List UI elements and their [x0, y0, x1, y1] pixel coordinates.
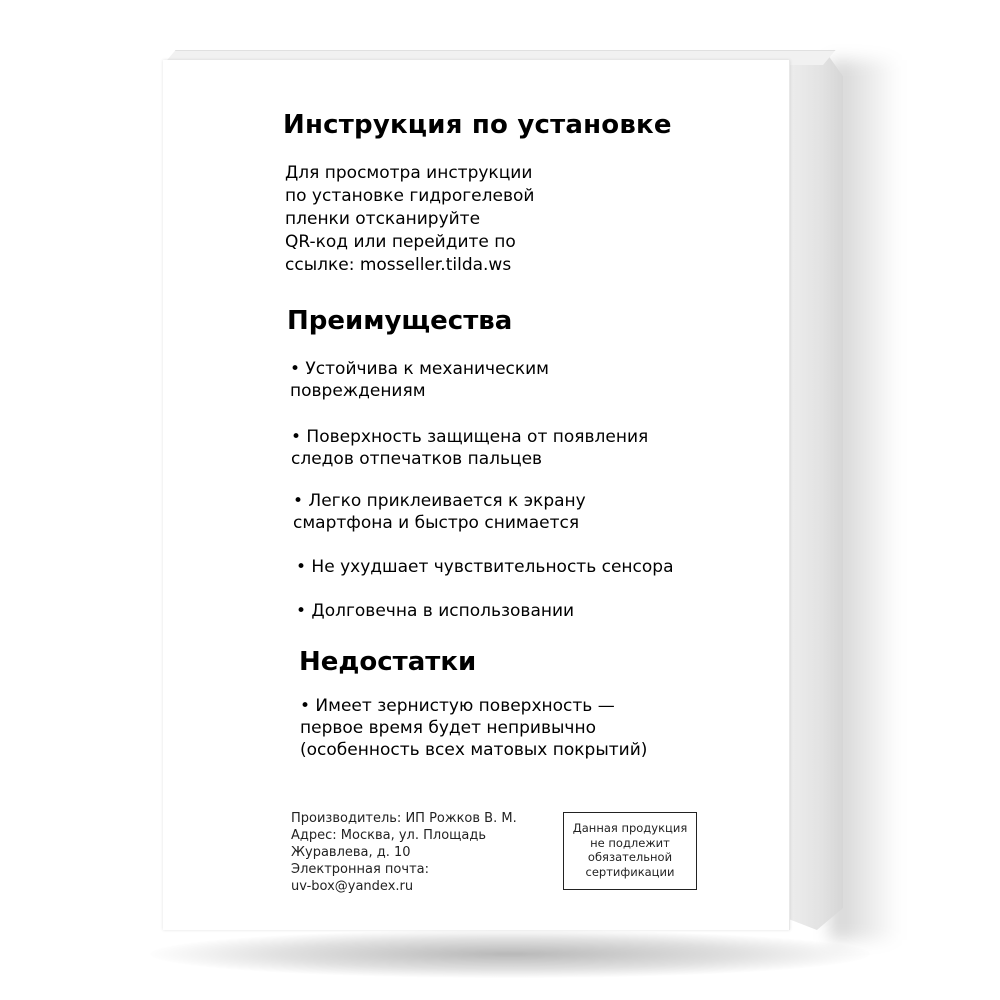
- install-title: Инструкция по установке: [283, 110, 672, 140]
- manufacturer-line: Электронная почта:: [291, 862, 429, 877]
- box-side-face: [785, 50, 843, 930]
- disadvantage-line: (особенность всех матовых покрытий): [300, 740, 648, 760]
- manufacturer-line: Журавлева, д. 10: [291, 845, 411, 860]
- advantage-item: [291, 426, 648, 470]
- disadvantage-line: первое время будет непривычно: [300, 718, 596, 738]
- advantage-item: [290, 358, 549, 402]
- install-line: ссылке: mosseller.tilda.ws: [285, 255, 512, 275]
- advantage-line: • Легко приклеивается к экрану: [293, 491, 586, 511]
- advantage-line: • Поверхность защищена от появления: [291, 427, 649, 447]
- certification-line: обязательной: [587, 850, 673, 864]
- install-line: по установке гидрогелевой: [285, 186, 535, 206]
- box-front-face: [163, 60, 790, 930]
- install-line: QR-код или перейдите по: [285, 232, 516, 252]
- install-line: пленки отсканируйте: [285, 209, 481, 229]
- disadvantage-line: • Имеет зернистую поверхность —: [300, 696, 615, 716]
- advantages-title: Преимущества: [287, 306, 513, 336]
- install-instructions: [285, 162, 534, 277]
- ground-shadow: [150, 930, 870, 978]
- disadvantages-title: Недостатки: [299, 647, 477, 677]
- manufacturer-line: uv-box@yandex.ru: [291, 879, 414, 894]
- install-line: Для просмотра инструкции: [285, 163, 533, 183]
- advantage-item: [296, 600, 574, 622]
- disadvantage-item: [300, 695, 647, 761]
- advantage-item: [296, 556, 674, 578]
- advantage-line: • Устойчива к механическим: [290, 359, 550, 379]
- advantage-line: смартфона и быстро снимается: [293, 513, 580, 533]
- certification-notice-box: [563, 812, 697, 890]
- advantage-line: • Не ухудшает чувствительность сенсора: [296, 557, 674, 577]
- advantage-line: следов отпечатков пальцев: [291, 449, 543, 469]
- advantage-line: • Долговечна в использовании: [296, 601, 575, 621]
- certification-line: сертификации: [585, 864, 675, 879]
- advantage-item: [293, 490, 586, 534]
- certification-line: Данная продукция: [572, 821, 688, 835]
- manufacturer-line: Производитель: ИП Рожков В. М.: [291, 811, 517, 826]
- manufacturer-info: [291, 810, 517, 895]
- manufacturer-line: Адрес: Москва, ул. Площадь: [291, 828, 487, 843]
- certification-line: не подлежит: [590, 835, 670, 850]
- advantage-line: повреждениям: [290, 381, 426, 401]
